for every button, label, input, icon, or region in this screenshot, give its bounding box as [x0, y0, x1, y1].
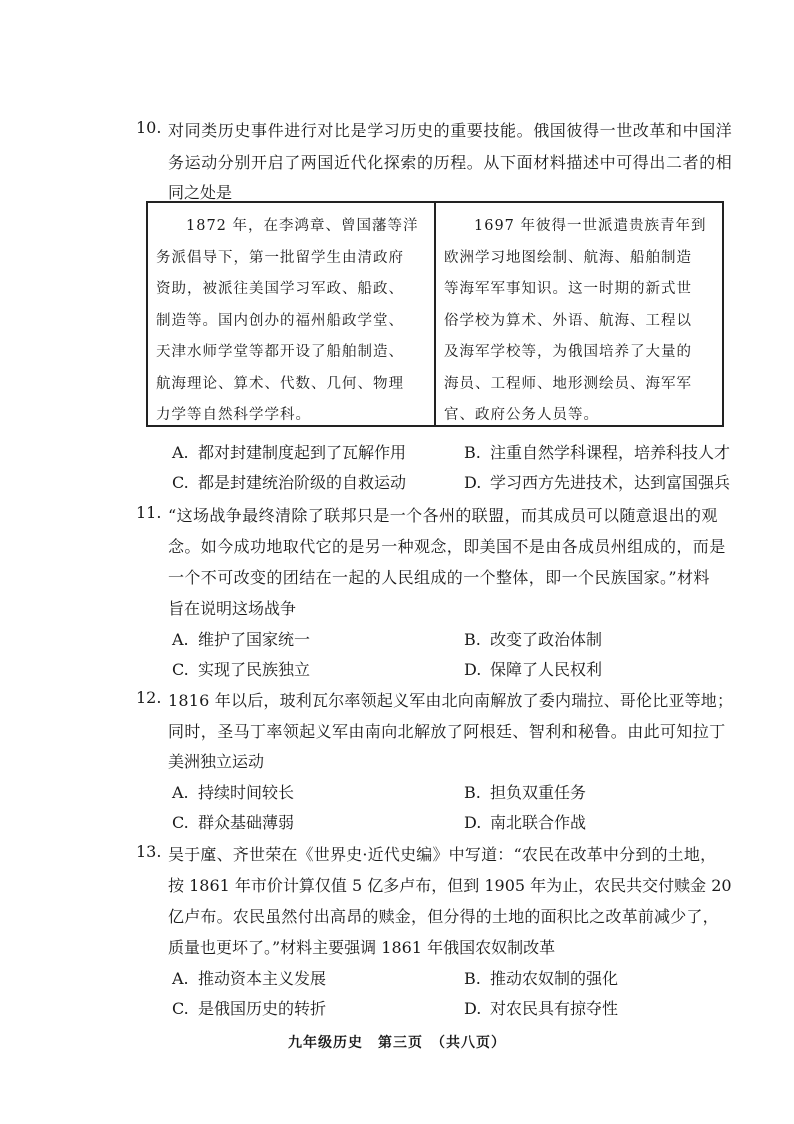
option-c[interactable]	[172, 996, 326, 1019]
option-d[interactable]	[464, 996, 618, 1019]
option-letter: A.	[172, 630, 189, 649]
material-line: 天津水师学堂等都开设了船舶制造、	[156, 344, 404, 360]
option-a[interactable]	[172, 966, 326, 989]
material-line: 海员、工程师、地形测绘员、海军军	[444, 375, 692, 392]
option-d[interactable]	[464, 470, 730, 493]
question-number: 10.	[136, 118, 162, 137]
option-text: 都是封建统治阶级的自救运动	[198, 473, 407, 492]
material-line: 资助，被派往美国学习军政、船政、	[156, 281, 404, 297]
material-line: 制造等。国内创办的福州船政学堂、	[156, 312, 404, 329]
material-line: 欧洲学习地图绘制、航海、船舶制造	[444, 249, 692, 266]
question-text-line: 对同类历史事件进行对比是学习历史的重要技能。俄国彼得一世改革和中国洋	[168, 121, 733, 140]
material-left	[156, 211, 428, 432]
material-line: 1697 年彼得一世派遣贵族青年到	[474, 218, 707, 234]
option-a[interactable]	[172, 627, 310, 650]
option-text: 是俄国历史的转折	[198, 999, 327, 1018]
option-c[interactable]	[172, 810, 294, 833]
question-text-line: 务运动分别开启了两国近代化探索的历程。从下面材料描述中可得出二者的相	[168, 153, 733, 172]
option-letter: C.	[172, 813, 189, 832]
question-text-line: 1816 年以后，玻利瓦尔率领起义军由北向南解放了委内瑞拉、哥伦比亚等地；	[168, 691, 734, 710]
option-letter: C.	[172, 660, 189, 679]
material-right	[444, 211, 716, 432]
question-text-line: “这场战争最终清除了联邦只是一个各州的联盟，而其成员可以随意退出的观	[168, 506, 718, 525]
option-text: 推动资本主义发展	[198, 969, 327, 988]
option-text: 持续时间较长	[198, 783, 295, 802]
option-letter: D.	[464, 813, 482, 832]
option-text: 实现了民族独立	[198, 660, 311, 679]
option-a[interactable]	[172, 780, 294, 803]
question-text-line: 一个不可改变的团结在一起的人民组成的一个整体，即一个民族国家。”材料	[168, 568, 710, 587]
material-line: 等海军军事知识。这一时期的新式世	[444, 281, 692, 297]
question-number: 12.	[136, 688, 162, 707]
material-line: 官、政府公务人员等。	[444, 407, 599, 423]
option-letter: C.	[172, 473, 189, 492]
option-text: 推动农奴制的强化	[490, 969, 619, 988]
material-table	[146, 201, 724, 427]
option-b[interactable]	[464, 966, 618, 989]
option-text: 群众基础薄弱	[198, 813, 295, 832]
option-d[interactable]	[464, 810, 586, 833]
question-text-line: 按 1861 年市价计算仅值 5 亿多卢布，但到 1905 年为止，农民共交付赎金 20	[168, 876, 732, 895]
question-number: 13.	[136, 842, 162, 861]
option-b[interactable]	[464, 627, 602, 650]
option-text: 都对封建制度起到了瓦解作用	[198, 443, 407, 462]
option-text: 担负双重任务	[490, 783, 587, 802]
material-line: 1872 年，在李鸿章、曾国藩等洋	[186, 218, 419, 234]
question-text-line: 同时，圣马丁率领起义军由南向北解放了阿根廷、智利和秘鲁。由此可知拉丁	[168, 722, 726, 741]
option-letter: B.	[464, 969, 481, 988]
option-a[interactable]	[172, 440, 406, 463]
option-text: 改变了政治体制	[490, 630, 603, 649]
option-letter: C.	[172, 999, 189, 1018]
question-text-line: 吴于廑、齐世荣在《世界史·近代史编》中写道：“农民在改革中分到的土地，	[168, 845, 717, 864]
option-text: 保障了人民权利	[490, 660, 603, 679]
option-letter: B.	[464, 630, 481, 649]
question-text-line: 亿卢布。农民虽然付出高昂的赎金，但分得的土地的面积比之改革前减少了，	[168, 907, 719, 926]
question-number: 11.	[136, 503, 162, 522]
option-text: 南北联合作战	[490, 813, 587, 832]
option-b[interactable]	[464, 780, 586, 803]
option-letter: D.	[464, 999, 482, 1018]
question-text-line: 同之处是	[168, 183, 233, 202]
option-c[interactable]	[172, 470, 406, 493]
option-letter: D.	[464, 660, 482, 679]
material-line: 俗学校为算术、外语、航海、工程以	[444, 312, 692, 329]
option-text: 注重自然学科课程，培养科技人才	[490, 443, 731, 462]
option-b[interactable]	[464, 440, 730, 463]
question-text-line: 念。如今成功地取代它的是另一种观念，即美国不是由各成员州组成的，而是	[168, 537, 726, 556]
option-letter: A.	[172, 443, 189, 462]
question-text-line: 质量也更坏了。”材料主要强调 1861 年俄国农奴制改革	[168, 938, 556, 957]
material-line: 及海军学校等，为俄国培养了大量的	[444, 344, 692, 360]
option-d[interactable]	[464, 657, 602, 680]
option-letter: B.	[464, 783, 481, 802]
option-text: 学习西方先进技术，达到富国强兵	[490, 473, 731, 492]
question-text-line: 美洲独立运动	[168, 752, 265, 771]
table-divider	[434, 203, 436, 425]
option-letter: A.	[172, 783, 189, 802]
question-text-line: 旨在说明这场战争	[168, 599, 297, 618]
page-footer: 九年级历史 第三页 （共八页）	[288, 1035, 506, 1051]
option-c[interactable]	[172, 657, 310, 680]
option-text: 对农民具有掠夺性	[490, 999, 619, 1018]
option-text: 维护了国家统一	[198, 630, 311, 649]
material-line: 航海理论、算术、代数、几何、物理	[156, 375, 404, 392]
material-line: 力学等自然科学学科。	[156, 407, 311, 423]
option-letter: A.	[172, 969, 189, 988]
material-line: 务派倡导下，第一批留学生由清政府	[156, 249, 404, 266]
option-letter: D.	[464, 473, 482, 492]
option-letter: B.	[464, 443, 481, 462]
